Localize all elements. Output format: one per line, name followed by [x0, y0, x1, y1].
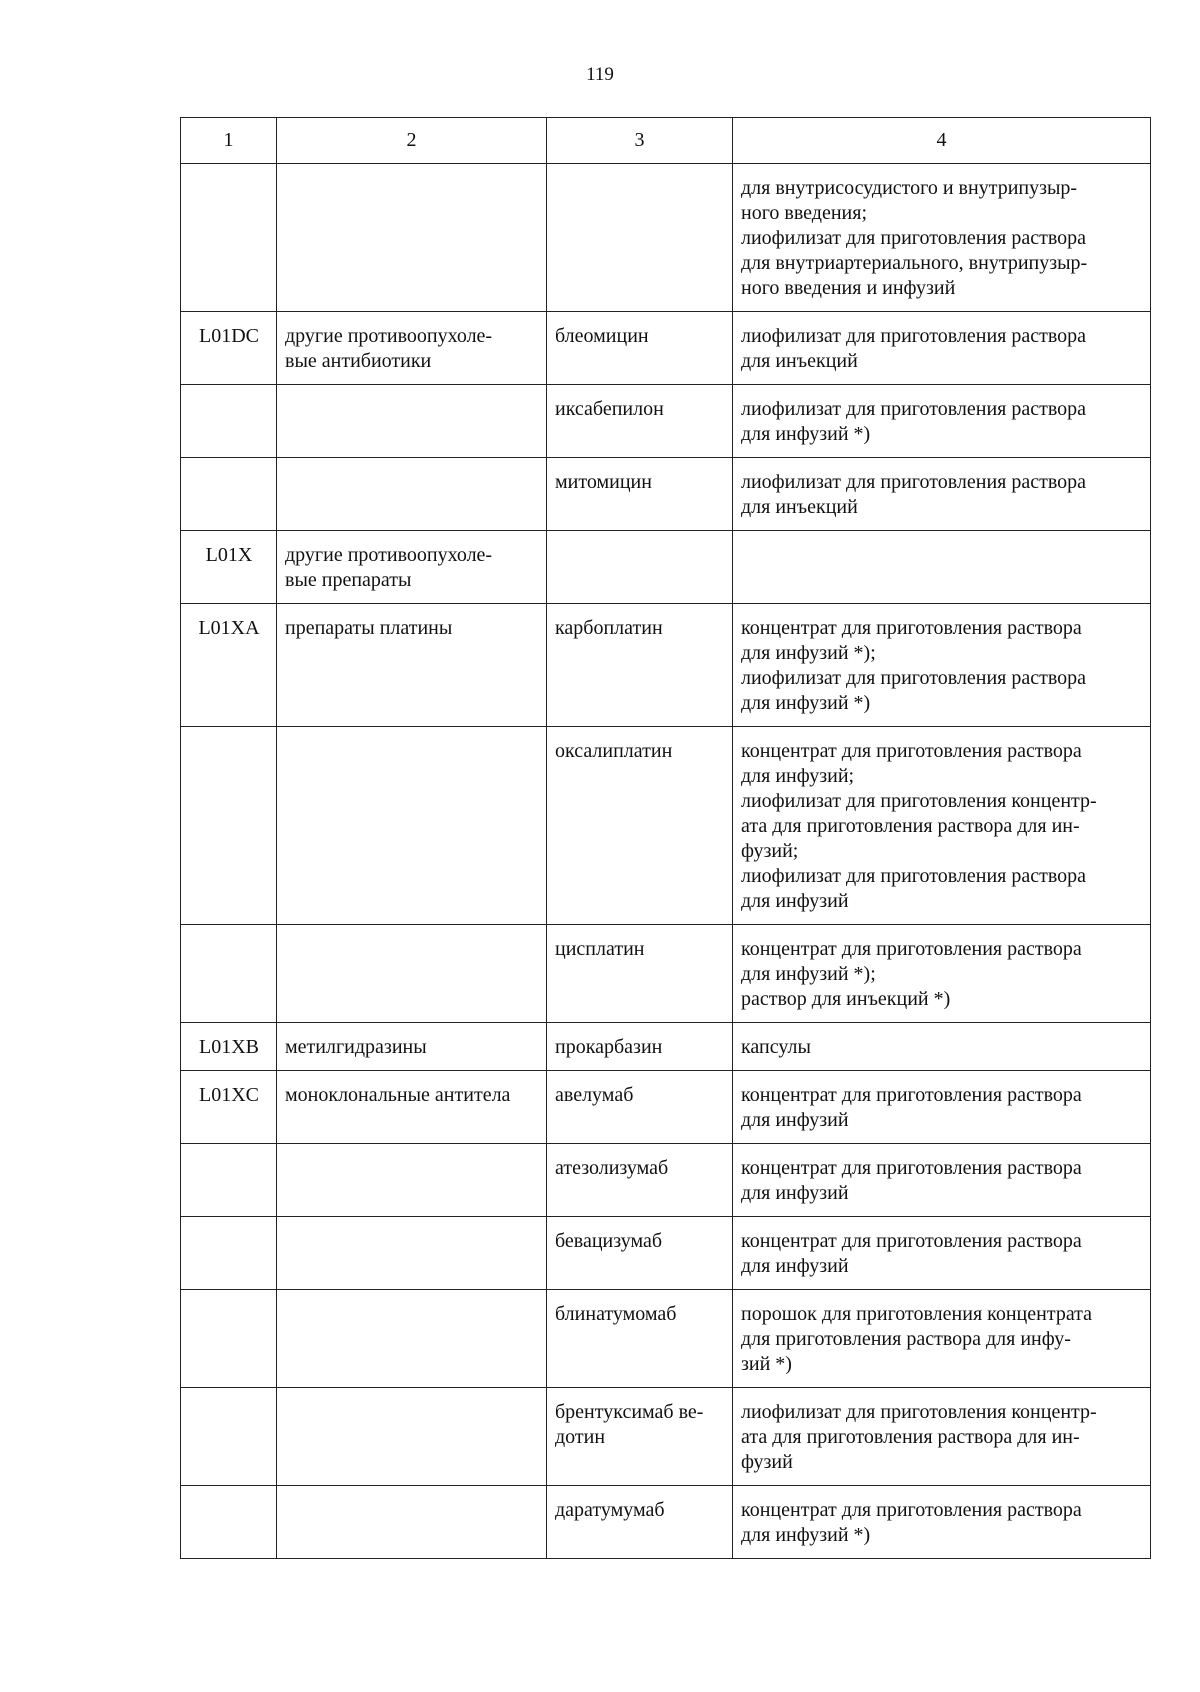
group-name-cell	[277, 1217, 547, 1290]
dosage-form-line: для инфузий	[741, 1255, 849, 1277]
dosage-forms-cell	[733, 164, 1151, 312]
group-name-cell	[277, 1290, 547, 1388]
group-name-cell-text: другие противоопухоле- вые антибиотики	[285, 325, 493, 372]
drug-name-cell-text: даратумумаб	[555, 1499, 665, 1521]
dosage-form-line: порошок для приготовления концентрата	[741, 1303, 1093, 1325]
dosage-forms-cell	[733, 1486, 1151, 1559]
group-name-cell	[277, 164, 547, 312]
group-name-cell	[277, 385, 547, 458]
table-row	[181, 1388, 1151, 1486]
dosage-form-line: лиофилизат для приготовления концентр-	[741, 790, 1097, 812]
dosage-form-line: ата для приготовления раствора для ин-	[741, 1426, 1080, 1448]
dosage-forms-cell	[733, 1071, 1151, 1144]
table-row	[181, 727, 1151, 925]
atc-code-cell-text: L01DC	[199, 325, 259, 347]
dosage-form-line: лиофилизат для приготовления раствора	[741, 398, 1087, 420]
table-row	[181, 458, 1151, 531]
drug-name-cell-text: митомицин	[555, 471, 652, 493]
drug-name-cell	[547, 1144, 733, 1217]
drug-name-cell-text: бевацизумаб	[555, 1230, 663, 1252]
table-row	[181, 1290, 1151, 1388]
group-name-cell-text: метилгидразины	[285, 1036, 427, 1058]
drug-name-cell	[547, 1217, 733, 1290]
drug-name-cell	[547, 531, 733, 604]
drug-name-cell-text: прокарбазин	[555, 1036, 663, 1058]
group-name-cell	[277, 312, 547, 385]
atc-code-cell	[181, 1217, 277, 1290]
dosage-form-line: для инъекций	[741, 496, 858, 518]
dosage-forms-cell	[733, 1023, 1151, 1071]
page-number: 119	[586, 64, 614, 85]
atc-code-cell-text: L01XA	[198, 617, 260, 639]
group-name-cell-text: препараты платины	[285, 617, 453, 639]
dosage-form-line: ата для приготовления раствора для ин-	[741, 815, 1080, 837]
dosage-forms-cell	[733, 727, 1151, 925]
table-row	[181, 164, 1151, 312]
atc-code-cell	[181, 1388, 277, 1486]
dosage-form-line: лиофилизат для приготовления раствора	[741, 865, 1087, 887]
group-name-cell	[277, 1486, 547, 1559]
drug-name-cell-text: блинатумомаб	[555, 1303, 677, 1325]
dosage-form-line: капсулы	[741, 1036, 811, 1058]
atc-code-cell	[181, 1290, 277, 1388]
atc-code-cell-text: L01X	[205, 544, 253, 566]
dosage-form-line: лиофилизат для приготовления раствора	[741, 325, 1087, 347]
atc-code-cell	[181, 1486, 277, 1559]
drug-name-cell	[547, 604, 733, 727]
dosage-form-line: лиофилизат для приготовления раствора	[741, 667, 1087, 689]
column-header: 1	[181, 118, 277, 164]
dosage-form-line: концентрат для приготовления раствора	[741, 938, 1082, 960]
dosage-form-line: раствор для инъекций *)	[741, 988, 951, 1010]
drug-name-cell-text: карбоплатин	[555, 617, 663, 639]
table-row	[181, 1144, 1151, 1217]
dosage-form-line: концентрат для приготовления раствора	[741, 1230, 1082, 1252]
group-name-cell	[277, 458, 547, 531]
group-name-cell	[277, 1144, 547, 1217]
dosage-forms-cell	[733, 312, 1151, 385]
drug-name-cell	[547, 1290, 733, 1388]
drug-name-cell-text: иксабепилон	[555, 398, 664, 420]
drug-name-cell	[547, 1071, 733, 1144]
table-row	[181, 1486, 1151, 1559]
group-name-cell	[277, 1071, 547, 1144]
group-name-cell-text: другие противоопухоле- вые препараты	[285, 544, 493, 591]
dosage-forms-cell	[733, 925, 1151, 1023]
dosage-forms-cell	[733, 1290, 1151, 1388]
drug-table	[180, 117, 1151, 1559]
drug-name-cell	[547, 312, 733, 385]
atc-code-cell	[181, 1144, 277, 1217]
drug-name-cell	[547, 1388, 733, 1486]
dosage-form-line: концентрат для приготовления раствора	[741, 617, 1082, 639]
atc-code-cell	[181, 1023, 277, 1071]
drug-name-cell-text: авелумаб	[555, 1084, 634, 1106]
table-row	[181, 1071, 1151, 1144]
group-name-cell	[277, 1388, 547, 1486]
table-row	[181, 925, 1151, 1023]
atc-code-cell	[181, 164, 277, 312]
atc-code-cell	[181, 604, 277, 727]
dosage-form-line: лиофилизат для приготовления концентр-	[741, 1401, 1097, 1423]
dosage-form-line: для инфузий	[741, 1109, 849, 1131]
table-row	[181, 604, 1151, 727]
dosage-forms-cell	[733, 531, 1151, 604]
drug-name-cell	[547, 164, 733, 312]
dosage-form-line: для инфузий *);	[741, 963, 876, 985]
drug-name-cell	[547, 458, 733, 531]
drug-name-cell-text: оксалиплатин	[555, 740, 673, 762]
table-row	[181, 312, 1151, 385]
dosage-form-line: для внутриартериального, внутрипузыр-	[741, 252, 1088, 274]
drug-name-cell-text: блеомицин	[555, 325, 649, 347]
atc-code-cell	[181, 727, 277, 925]
dosage-form-line: для приготовления раствора для инфу-	[741, 1328, 1071, 1350]
dosage-form-line: концентрат для приготовления раствора	[741, 1157, 1082, 1179]
dosage-form-line: для инфузий	[741, 890, 849, 912]
table-row	[181, 385, 1151, 458]
atc-code-cell	[181, 1071, 277, 1144]
drug-name-cell	[547, 1486, 733, 1559]
drug-name-cell	[547, 727, 733, 925]
dosage-form-line: лиофилизат для приготовления раствора	[741, 471, 1087, 493]
drug-name-cell	[547, 925, 733, 1023]
dosage-form-line: концентрат для приготовления раствора	[741, 740, 1082, 762]
dosage-form-line: зий *)	[741, 1353, 792, 1375]
atc-code-cell	[181, 531, 277, 604]
dosage-form-line: для инфузий *)	[741, 692, 871, 714]
table-row	[181, 1023, 1151, 1071]
dosage-form-line: для внутрисосудистого и внутрипузыр-	[741, 177, 1078, 199]
atc-code-cell	[181, 458, 277, 531]
drug-name-cell-text: атезолизумаб	[555, 1157, 669, 1179]
table-row	[181, 531, 1151, 604]
group-name-cell	[277, 925, 547, 1023]
group-name-cell	[277, 1023, 547, 1071]
dosage-form-line: ного введения;	[741, 202, 868, 224]
dosage-form-line: концентрат для приготовления раствора	[741, 1084, 1082, 1106]
dosage-forms-cell	[733, 1217, 1151, 1290]
group-name-cell-text: моноклональные антитела	[285, 1084, 511, 1106]
dosage-form-line: ного введения и инфузий	[741, 277, 956, 299]
group-name-cell	[277, 531, 547, 604]
drug-name-cell	[547, 385, 733, 458]
dosage-form-line: для инфузий;	[741, 765, 855, 787]
column-header: 4	[733, 118, 1151, 164]
drug-name-cell	[547, 1023, 733, 1071]
dosage-forms-cell	[733, 385, 1151, 458]
dosage-form-line: для инфузий *)	[741, 423, 871, 445]
dosage-form-line: для инфузий *)	[741, 1524, 871, 1546]
dosage-forms-cell	[733, 1144, 1151, 1217]
table-header-row	[181, 118, 1151, 164]
atc-code-cell-text: L01XC	[199, 1084, 259, 1106]
atc-code-cell	[181, 925, 277, 1023]
atc-code-cell	[181, 312, 277, 385]
dosage-form-line: для инфузий	[741, 1182, 849, 1204]
dosage-form-line: для инъекций	[741, 350, 858, 372]
dosage-form-line: лиофилизат для приготовления раствора	[741, 227, 1087, 249]
dosage-forms-cell	[733, 604, 1151, 727]
drug-name-cell-text: цисплатин	[555, 938, 645, 960]
dosage-form-line: фузий;	[741, 840, 799, 862]
atc-code-cell-text: L01XB	[199, 1036, 259, 1058]
atc-code-cell	[181, 385, 277, 458]
dosage-form-line: концентрат для приготовления раствора	[741, 1499, 1082, 1521]
dosage-forms-cell	[733, 458, 1151, 531]
group-name-cell	[277, 604, 547, 727]
dosage-form-line: для инфузий *);	[741, 642, 876, 664]
group-name-cell	[277, 727, 547, 925]
dosage-form-line: фузий	[741, 1451, 793, 1473]
column-header: 2	[277, 118, 547, 164]
drug-name-cell-text: брентуксимаб ве- дотин	[555, 1401, 704, 1448]
dosage-forms-cell	[733, 1388, 1151, 1486]
table-row	[181, 1217, 1151, 1290]
column-header: 3	[547, 118, 733, 164]
